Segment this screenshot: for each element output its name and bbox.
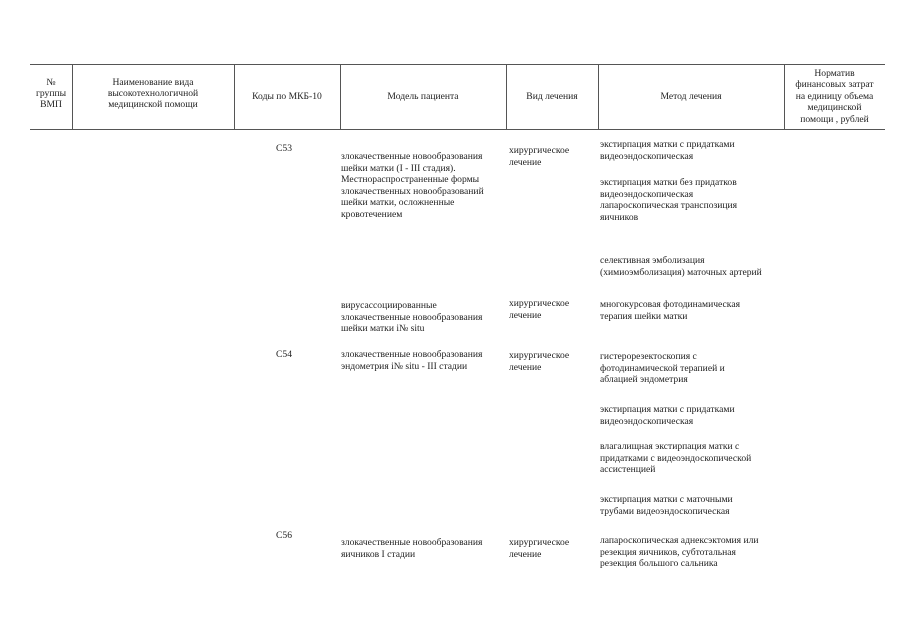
icd-code: C56 xyxy=(276,530,292,541)
icd-code: C54 xyxy=(276,349,292,360)
patient-model: вирусассоциированные злокачественные новообразования шейки матки i№ situ xyxy=(341,300,483,335)
patient-model: злокачественные новообразования эндометрия i№ situ - III стадии xyxy=(341,349,483,372)
treatment-method: гистерорезектоскопия с фотодинамической терапией и аблацией эндометрия xyxy=(600,351,725,386)
table-header-bottom-border xyxy=(30,129,885,130)
treatment-method: лапароскопическая аднексэктомия или резекция яичников, субтотальная резекция большого сальника xyxy=(600,535,759,570)
header-icd-codes: Коды по МКБ-10 xyxy=(252,91,322,102)
treatment-method: экстирпация матки с придатками видеоэндоскопическая xyxy=(600,139,735,162)
treatment-method: экстирпация матки с придатками видеоэндоскопическая xyxy=(600,404,735,427)
treatment-type: хирургическое лечение xyxy=(509,350,570,373)
header-group-no: № группы ВМП xyxy=(35,77,67,111)
table-top-border xyxy=(30,64,885,65)
patient-model: злокачественные новообразования яичников I стадии xyxy=(341,537,483,560)
header-cost-norm: Норматив финансовых затрат на единицу объема медицинской помощи , рублей xyxy=(795,68,874,125)
header-treatment-type: Вид лечения xyxy=(526,91,578,102)
treatment-type: хирургическое лечение xyxy=(509,145,570,168)
treatment-method: многокурсовая фотодинамическая терапия шейки матки xyxy=(600,299,740,322)
treatment-type: хирургическое лечение xyxy=(509,537,570,560)
treatment-method: влагалищная экстирпация матки с придатками с видеоэндоскопической ассистенцией xyxy=(600,441,752,476)
patient-model: злокачественные новообразования шейки матки (I - III стадия). Местнораспространенные формы злокачественных новообразований шейки матки, осложненные кровотечением xyxy=(341,151,484,220)
header-patient-model: Модель пациента xyxy=(387,91,459,102)
treatment-method: селективная эмболизация (химиоэмболизация) маточных артерий xyxy=(600,255,762,278)
treatment-method: экстирпация матки без придатков видеоэндоскопическая лапароскопическая транспозиция яичников xyxy=(600,177,738,223)
treatment-method: экстирпация матки с маточными трубами видеоэндоскопическая xyxy=(600,494,733,517)
treatment-type: хирургическое лечение xyxy=(509,298,570,321)
header-care-type: Наименование вида высокотехнологичной медицинской помощи xyxy=(107,77,199,111)
header-treatment-method: Метод лечения xyxy=(660,91,722,102)
icd-code: C53 xyxy=(276,143,292,154)
